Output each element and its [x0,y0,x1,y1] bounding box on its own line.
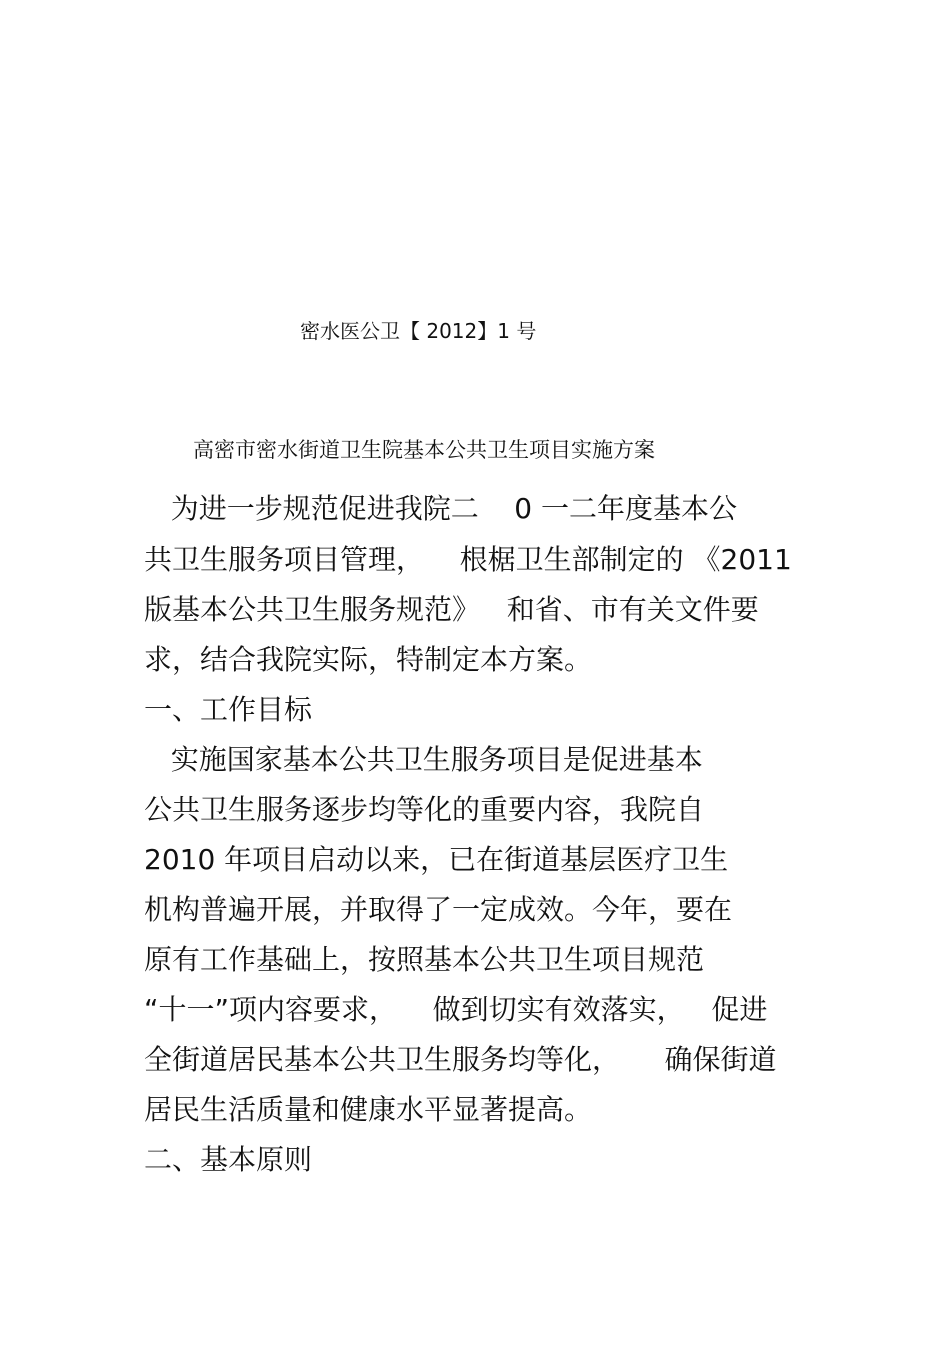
paragraph-line: 2010 年项目启动以来，已在街道基层医疗卫生 [144,843,729,876]
paragraph-line: “十一”项内容要求， 做到切实有效落实， 促进 [144,993,768,1026]
paragraph-line: 公共卫生服务逐步均等化的重要内容，我院自 [144,793,705,826]
paragraph-line: 实施国家基本公共卫生服务项目是促进基本 [144,743,703,776]
document-title: 高密市密水街道卫生院基本公共卫生项目实施方案 [193,438,655,462]
paragraph-line: 为进一步规范促进我院二 0 一二年度基本公 [144,492,738,525]
section-heading: 一、工作目标 [144,693,313,726]
paragraph-line: 机构普遍开展，并取得了一定成效。今年，要在 [144,893,733,926]
paragraph-line: 版基本公共卫生服务规范》 和省、市有关文件要 [144,593,759,626]
paragraph-line: 共卫生服务项目管理， 根椐卫生部制定的 《2011 [144,543,792,576]
paragraph-line: 原有工作基础上，按照基本公共卫生项目规范 [144,943,705,976]
section-heading: 二、基本原则 [144,1143,313,1176]
document-number: 密水医公卫【 2012】1 号 [300,319,537,343]
paragraph-line: 全街道居民基本公共卫生服务均等化， 确保街道 [144,1043,777,1076]
paragraph-line: 求，结合我院实际，特制定本方案。 [144,643,593,676]
paragraph-line: 居民生活质量和健康水平显著提高。 [144,1093,593,1126]
